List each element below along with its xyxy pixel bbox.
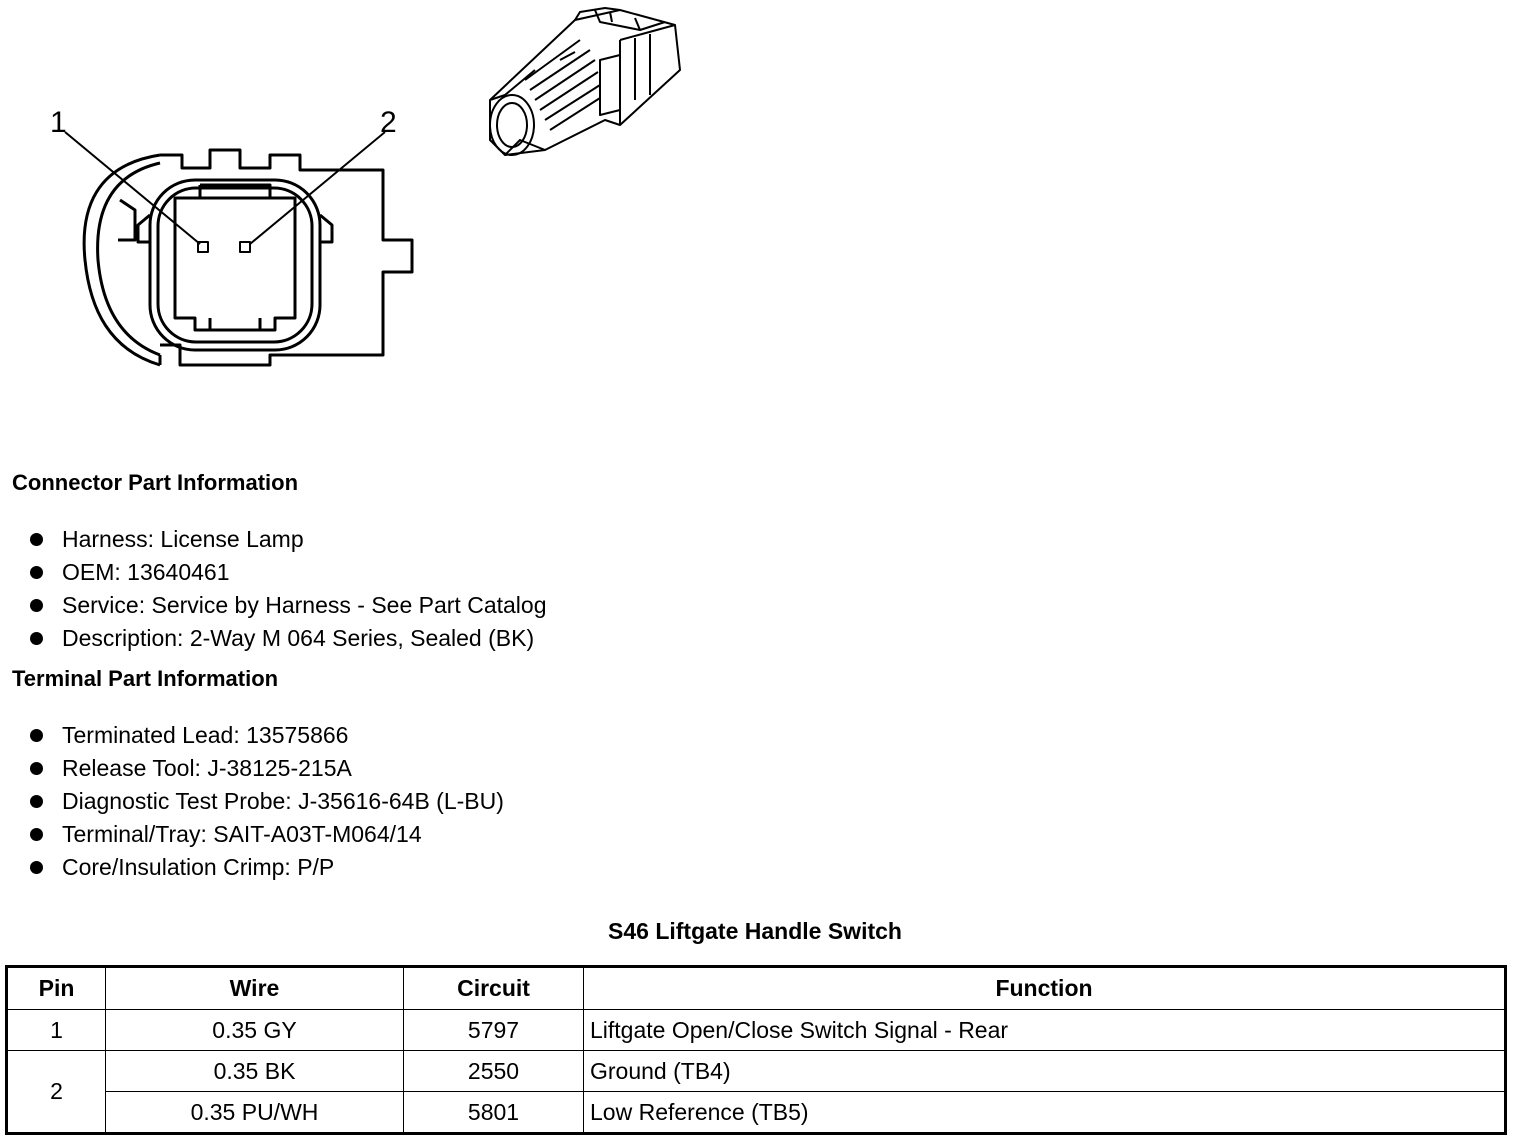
- list-item-text: Core/Insulation Crimp: P/P: [62, 854, 335, 880]
- list-item-text: Terminated Lead: 13575866: [62, 722, 349, 748]
- pinout-table: [5, 965, 1507, 1135]
- terminal-part-list: [28, 719, 504, 884]
- function-cell: Liftgate Open/Close Switch Signal - Rear: [584, 1010, 1506, 1051]
- bullet-icon: [30, 861, 43, 874]
- list-item-text: OEM: 13640461: [62, 559, 230, 585]
- table-row: [7, 1051, 1506, 1092]
- table-title: S46 Liftgate Handle Switch: [608, 918, 902, 944]
- wire-cell: 0.35 GY: [106, 1010, 404, 1051]
- list-item: [28, 818, 504, 851]
- list-item: [28, 622, 546, 655]
- list-item: [28, 851, 504, 884]
- list-item: [28, 719, 504, 752]
- list-item: [28, 752, 504, 785]
- column-header-wire: Wire: [106, 967, 404, 1010]
- list-item-text: Diagnostic Test Probe: J-35616-64B (L-BU): [62, 788, 504, 814]
- list-item-text: Service: Service by Harness - See Part Catalog: [62, 592, 547, 618]
- list-item-text: Harness: License Lamp: [62, 526, 304, 552]
- function-cell: Low Reference (TB5): [584, 1092, 1506, 1134]
- connector-isometric-diagram: [475, 0, 685, 165]
- bullet-icon: [30, 828, 43, 841]
- table-row: [7, 1010, 1506, 1051]
- bullet-icon: [30, 533, 43, 546]
- list-item-text: Description: 2-Way M 064 Series, Sealed (BK): [62, 625, 535, 651]
- bullet-icon: [30, 632, 43, 645]
- circuit-cell: 2550: [404, 1051, 584, 1092]
- wire-cell: 0.35 PU/WH: [106, 1092, 404, 1134]
- connector-part-list: [28, 523, 546, 655]
- circuit-cell: 5797: [404, 1010, 584, 1051]
- list-item: [28, 556, 546, 589]
- bullet-icon: [30, 729, 43, 742]
- list-item: [28, 523, 546, 556]
- table-row: [7, 1092, 1506, 1134]
- connector-face-diagram: [40, 95, 440, 380]
- pin-label-2: 2: [380, 106, 397, 139]
- column-header-circuit: Circuit: [404, 967, 584, 1010]
- bullet-icon: [30, 599, 43, 612]
- pin-label-1: 1: [50, 106, 67, 139]
- list-item-text: Terminal/Tray: SAIT-A03T-M064/14: [62, 821, 422, 847]
- list-item: [28, 589, 546, 622]
- circuit-cell: 5801: [404, 1092, 584, 1134]
- pin-cell: 1: [7, 1010, 106, 1051]
- function-cell: Ground (TB4): [584, 1051, 1506, 1092]
- connector-part-heading: Connector Part Information: [12, 470, 299, 495]
- bullet-icon: [30, 795, 43, 808]
- wire-cell: 0.35 BK: [106, 1051, 404, 1092]
- pin-cell: 2: [7, 1051, 106, 1134]
- column-header-pin: Pin: [7, 967, 106, 1010]
- terminal-part-heading: Terminal Part Information: [12, 666, 279, 691]
- bullet-icon: [30, 566, 43, 579]
- column-header-function: Function: [584, 967, 1506, 1010]
- list-item-text: Release Tool: J-38125-215A: [62, 755, 352, 781]
- list-item: [28, 785, 504, 818]
- bullet-icon: [30, 762, 43, 775]
- table-header-row: [7, 967, 1506, 1010]
